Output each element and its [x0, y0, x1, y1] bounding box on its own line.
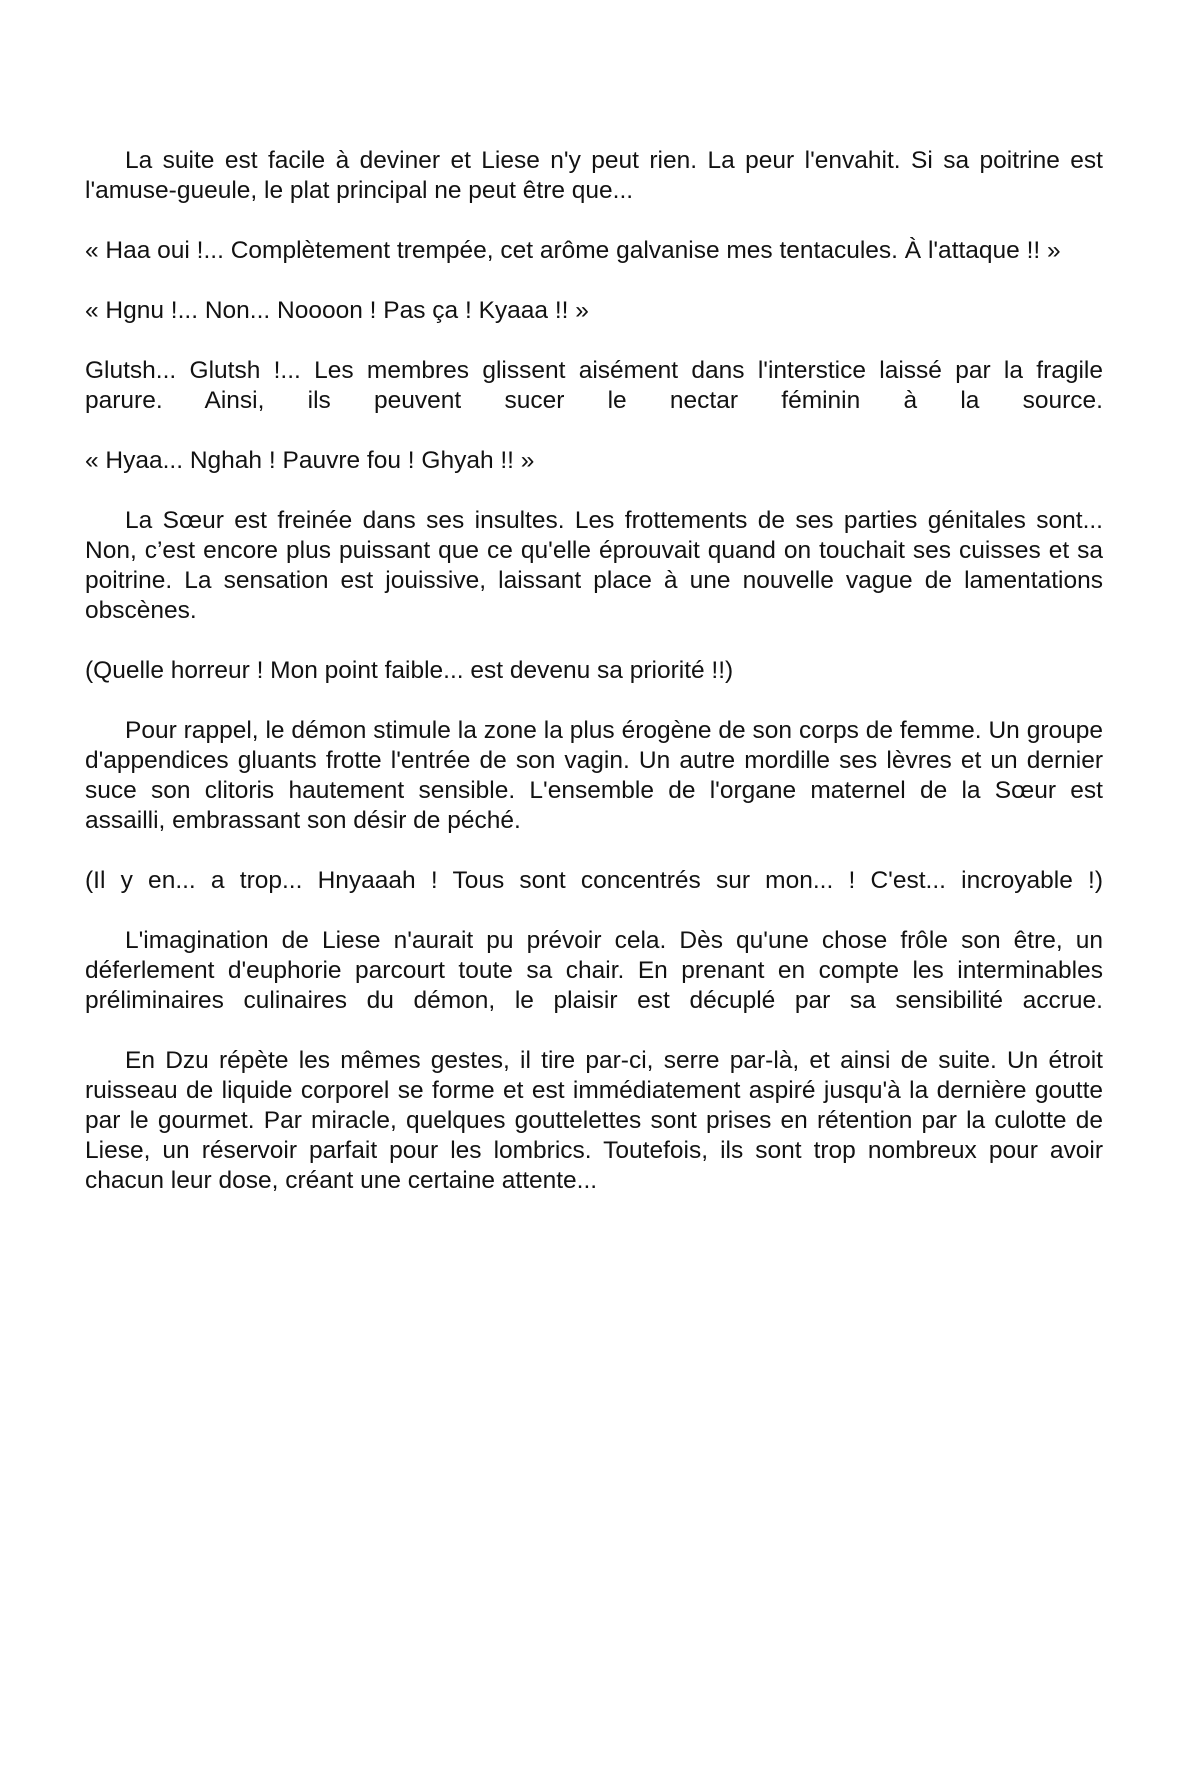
- text-line: La suite est facile à deviner et Liese n'y peut rien. La peur l'envahit. Si sa poitrine est: [125, 147, 1103, 174]
- text-line: poitrine. La sensation est jouissive, laissant place à une nouvelle vague de lamentations: [85, 567, 1103, 594]
- text-line: assailli, embrassant son désir de péché.: [85, 807, 521, 834]
- paragraph: [85, 236, 1103, 266]
- text-line: d'appendices gluants frotte l'entrée de son vagin. Un autre mordille ses lèvres et un dernier: [85, 747, 1103, 774]
- text-line: obscènes.: [85, 597, 197, 624]
- text-line: suce son clitoris hautement sensible. L'ensemble de l'organe maternel de la Sœur est: [85, 777, 1103, 804]
- text-line: « Haa oui !... Complètement trempée, cet arôme galvanise mes tentacules. À l'attaque !! »: [85, 237, 1061, 264]
- paragraph: [85, 716, 1103, 836]
- text-line: Pour rappel, le démon stimule la zone la plus érogène de son corps de femme. Un groupe: [125, 717, 1103, 744]
- text-line: (Quelle horreur ! Mon point faible... est devenu sa priorité !!): [85, 657, 734, 684]
- text-line: déferlement d'euphorie parcourt toute sa chair. En prenant en compte les interminables: [85, 957, 1103, 984]
- text-line: « Hgnu !... Non... Noooon ! Pas ça ! Kyaaa !! »: [85, 297, 589, 324]
- paragraph: [85, 866, 1103, 896]
- paragraph: [85, 656, 1103, 686]
- text-line: (Il y en... a trop... Hnyaaah ! Tous sont concentrés sur mon... ! C'est... incroyable !): [85, 867, 1103, 894]
- paragraph: [85, 926, 1103, 1016]
- text-line: chacun leur dose, créant une certaine attente...: [85, 1167, 598, 1194]
- text-line: préliminaires culinaires du démon, le plaisir est décuplé par sa sensibilité accrue.: [85, 987, 1103, 1014]
- document-body: [85, 146, 1103, 1196]
- text-line: ruisseau de liquide corporel se forme et est immédiatement aspiré jusqu'à la dernière goutte: [85, 1077, 1103, 1104]
- paragraph: [85, 146, 1103, 206]
- paragraph: [85, 1046, 1103, 1196]
- text-line: La Sœur est freinée dans ses insultes. Les frottements de ses parties génitales sont...: [125, 507, 1103, 534]
- text-line: Glutsh... Glutsh !... Les membres glissent aisément dans l'interstice laissé par la fragile: [85, 357, 1103, 384]
- paragraph: [85, 506, 1103, 626]
- paragraph: [85, 356, 1103, 416]
- text-line: Non, c’est encore plus puissant que ce qu'elle éprouvait quand on touchait ses cuisses et sa: [85, 537, 1103, 564]
- text-line: l'amuse-gueule, le plat principal ne peut être que...: [85, 177, 634, 204]
- text-line: « Hyaa... Nghah ! Pauvre fou ! Ghyah !! »: [85, 447, 535, 474]
- text-line: En Dzu répète les mêmes gestes, il tire par-ci, serre par-là, et ainsi de suite. Un étroit: [125, 1047, 1103, 1074]
- text-line: Liese, un réservoir parfait pour les lombrics. Toutefois, ils sont trop nombreux pour avoir: [85, 1137, 1103, 1164]
- paragraph: [85, 296, 1103, 326]
- paragraph: [85, 446, 1103, 476]
- text-line: par le gourmet. Par miracle, quelques gouttelettes sont prises en rétention par la culotte de: [85, 1107, 1103, 1134]
- text-line: parure. Ainsi, ils peuvent sucer le nectar féminin à la source.: [85, 387, 1103, 414]
- text-line: L'imagination de Liese n'aurait pu prévoir cela. Dès qu'une chose frôle son être, un: [125, 927, 1103, 954]
